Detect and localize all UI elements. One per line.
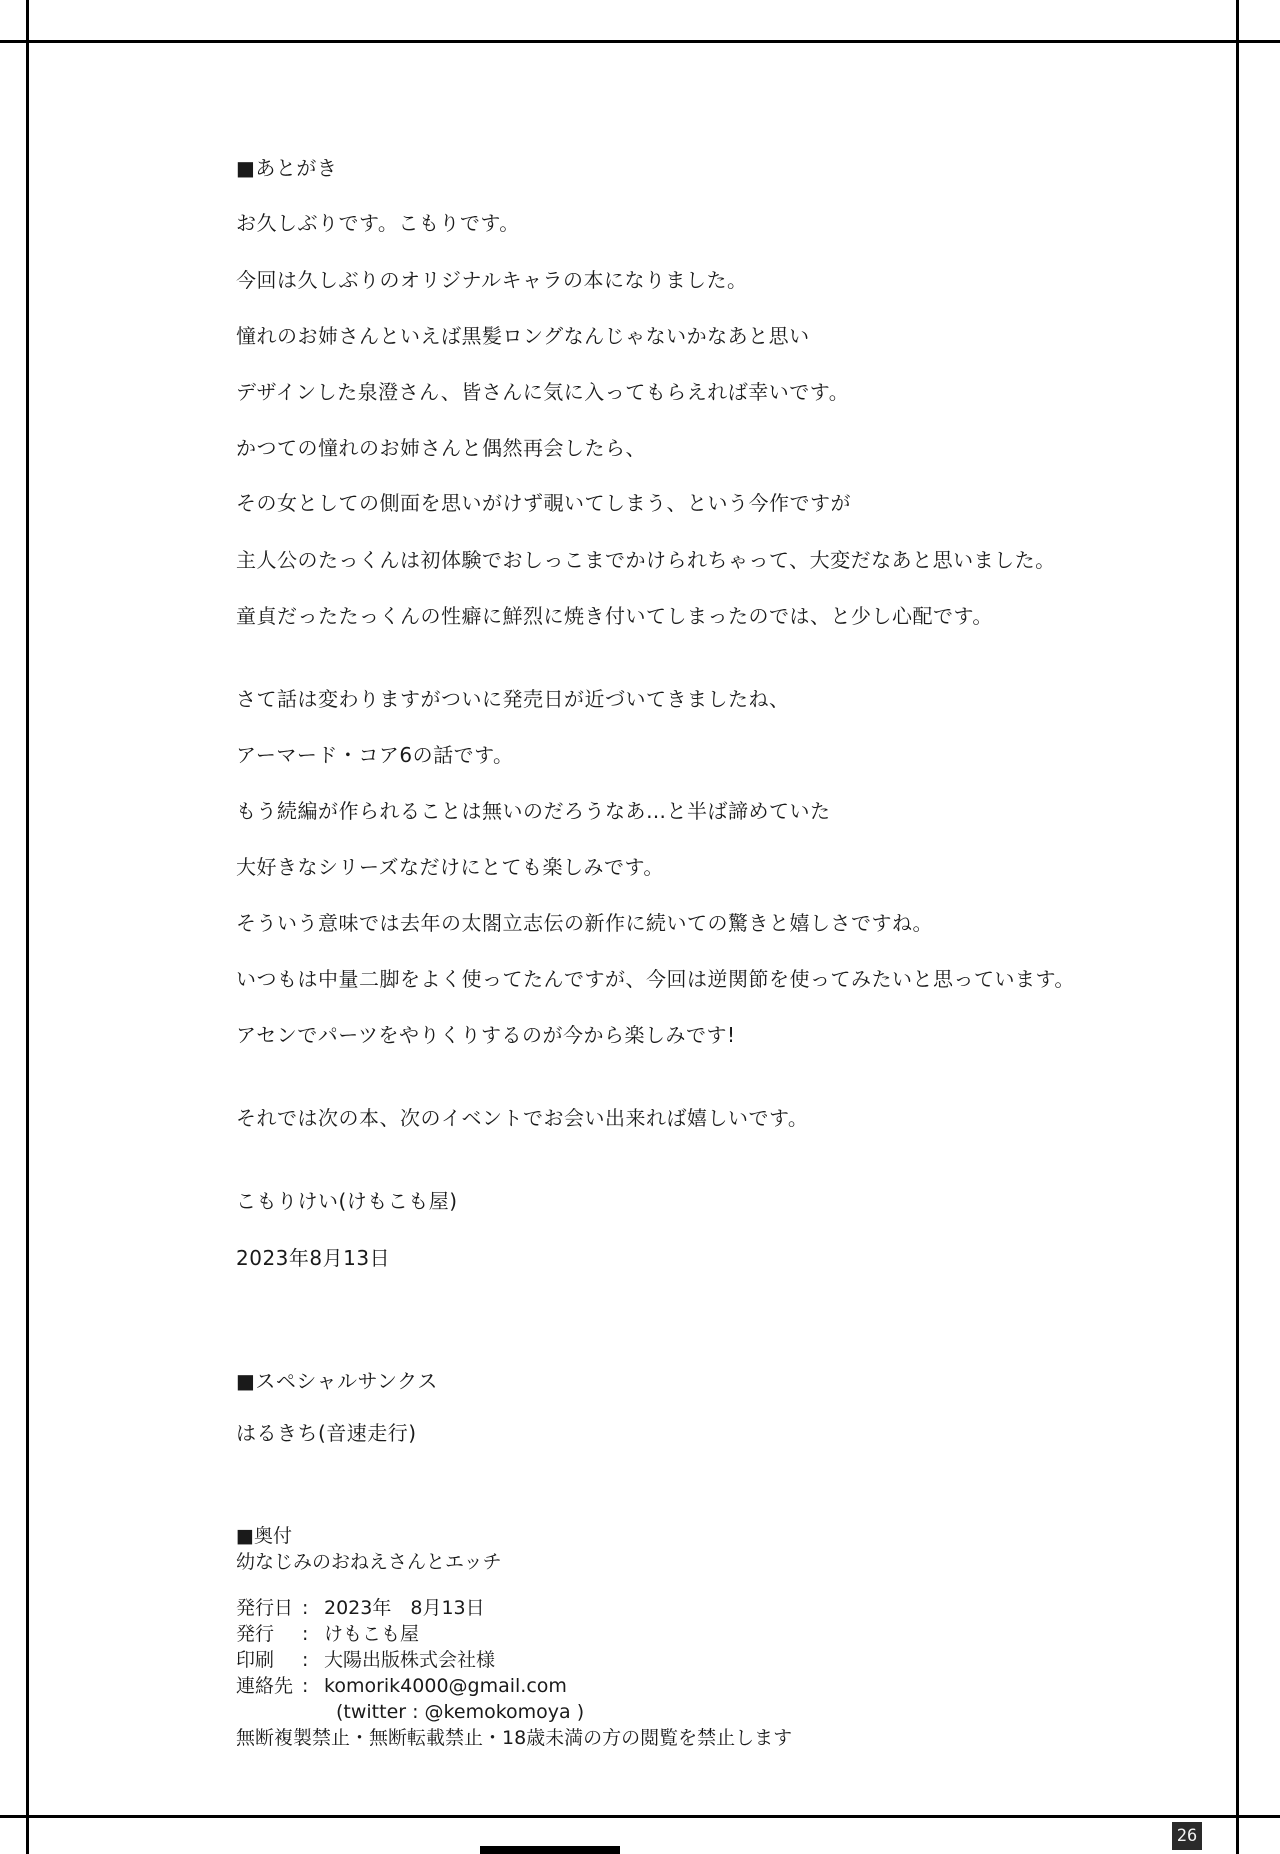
colophon-email: komorik4000@gmail.com (324, 1675, 567, 1697)
page-number: 26 (1172, 1822, 1202, 1850)
colophon-label: 発行日 (236, 1597, 294, 1619)
colophon-notice: 無断複製禁止・無断転載禁止・18歳未満の方の閲覧を禁止します (236, 1727, 793, 1749)
colophon-row-printer (236, 1647, 792, 1673)
colophon-row-issue-date (236, 1595, 792, 1621)
afterword-line: そういう意味では去年の太閤立志伝の新作に続いての驚きと嬉しさですね。 (236, 911, 933, 935)
frame-bottom-rule (0, 1815, 1280, 1818)
colophon-label: 発行 (236, 1623, 275, 1645)
colophon-separator: : (302, 1623, 309, 1645)
afterword-line: 憧れのお姉さんといえば黒髪ロングなんじゃないかなあと思い (236, 324, 810, 348)
afterword-line: いつもは中量二脚をよく使ってたんですが、今回は逆関節を使ってみたいと思っています。 (236, 967, 1075, 991)
frame-top-rule (0, 40, 1280, 43)
afterword-line: 主人公のたっくんは初体験でおしっこまでかけられちゃって、大変だなあと思いました。 (236, 548, 1056, 572)
colophon-label: 印刷 (236, 1649, 275, 1671)
colophon-value: 2023年 8月13日 (324, 1597, 485, 1619)
bottom-crop-tab (480, 1846, 620, 1854)
colophon-separator: : (302, 1649, 309, 1671)
colophon-value: けもこも屋 (324, 1623, 420, 1645)
colophon-separator: : (302, 1675, 309, 1697)
afterword-date: 2023年8月13日 (236, 1246, 391, 1270)
afterword-line: 童貞だったたっくんの性癖に鮮烈に焼き付いてしまったのでは、と少し心配です。 (236, 604, 993, 628)
special-thanks-heading: ■スペシャルサンクス (236, 1369, 438, 1393)
afterword-line: お久しぶりです。こもりです。 (236, 211, 520, 235)
special-thanks-name: はるきち(音速走行) (236, 1421, 417, 1445)
afterword-line: 今回は久しぶりのオリジナルキャラの本になりました。 (236, 268, 748, 292)
colophon-row-publisher (236, 1621, 792, 1647)
afterword-line: 大好きなシリーズなだけにとても楽しみです。 (236, 855, 664, 879)
afterword-heading: ■あとがき (236, 156, 338, 180)
afterword-signature: こもりけい(けもこも屋) (236, 1189, 458, 1213)
afterword-line: それでは次の本、次のイベントでお会い出来れば嬉しいです。 (236, 1106, 809, 1130)
colophon-row-contact (236, 1673, 792, 1699)
afterword-line: その女としての側面を思いがけず覗いてしまう、という今作ですが (236, 491, 851, 515)
colophon-label: 連絡先 (236, 1675, 294, 1697)
colophon-twitter: (twitter : @kemokomoya ) (336, 1701, 585, 1723)
frame-right-rule (1236, 0, 1239, 1854)
colophon-title: 幼なじみのおねえさんとエッチ (236, 1551, 502, 1573)
afterword-line: かつての憧れのお姉さんと偶然再会したら、 (236, 436, 646, 460)
afterword-line: デザインした泉澄さん、皆さんに気に入ってもらえれば幸いです。 (236, 380, 850, 404)
afterword-line: もう続編が作られることは無いのだろうなあ…と半ば諦めていた (236, 799, 831, 823)
frame-left-rule (26, 0, 29, 1854)
colophon-separator: : (302, 1597, 309, 1619)
afterword-line: アーマード・コア6の話です。 (236, 743, 514, 767)
colophon (236, 1523, 792, 1751)
colophon-value: 大陽出版株式会社様 (324, 1649, 496, 1671)
afterword-line: アセンでパーツをやりくりするのが今から楽しみです! (236, 1023, 736, 1047)
colophon-spacer (236, 1575, 792, 1595)
colophon-heading: ■奥付 (236, 1525, 292, 1547)
afterword-line: さて話は変わりますがついに発売日が近づいてきましたね、 (236, 687, 790, 711)
